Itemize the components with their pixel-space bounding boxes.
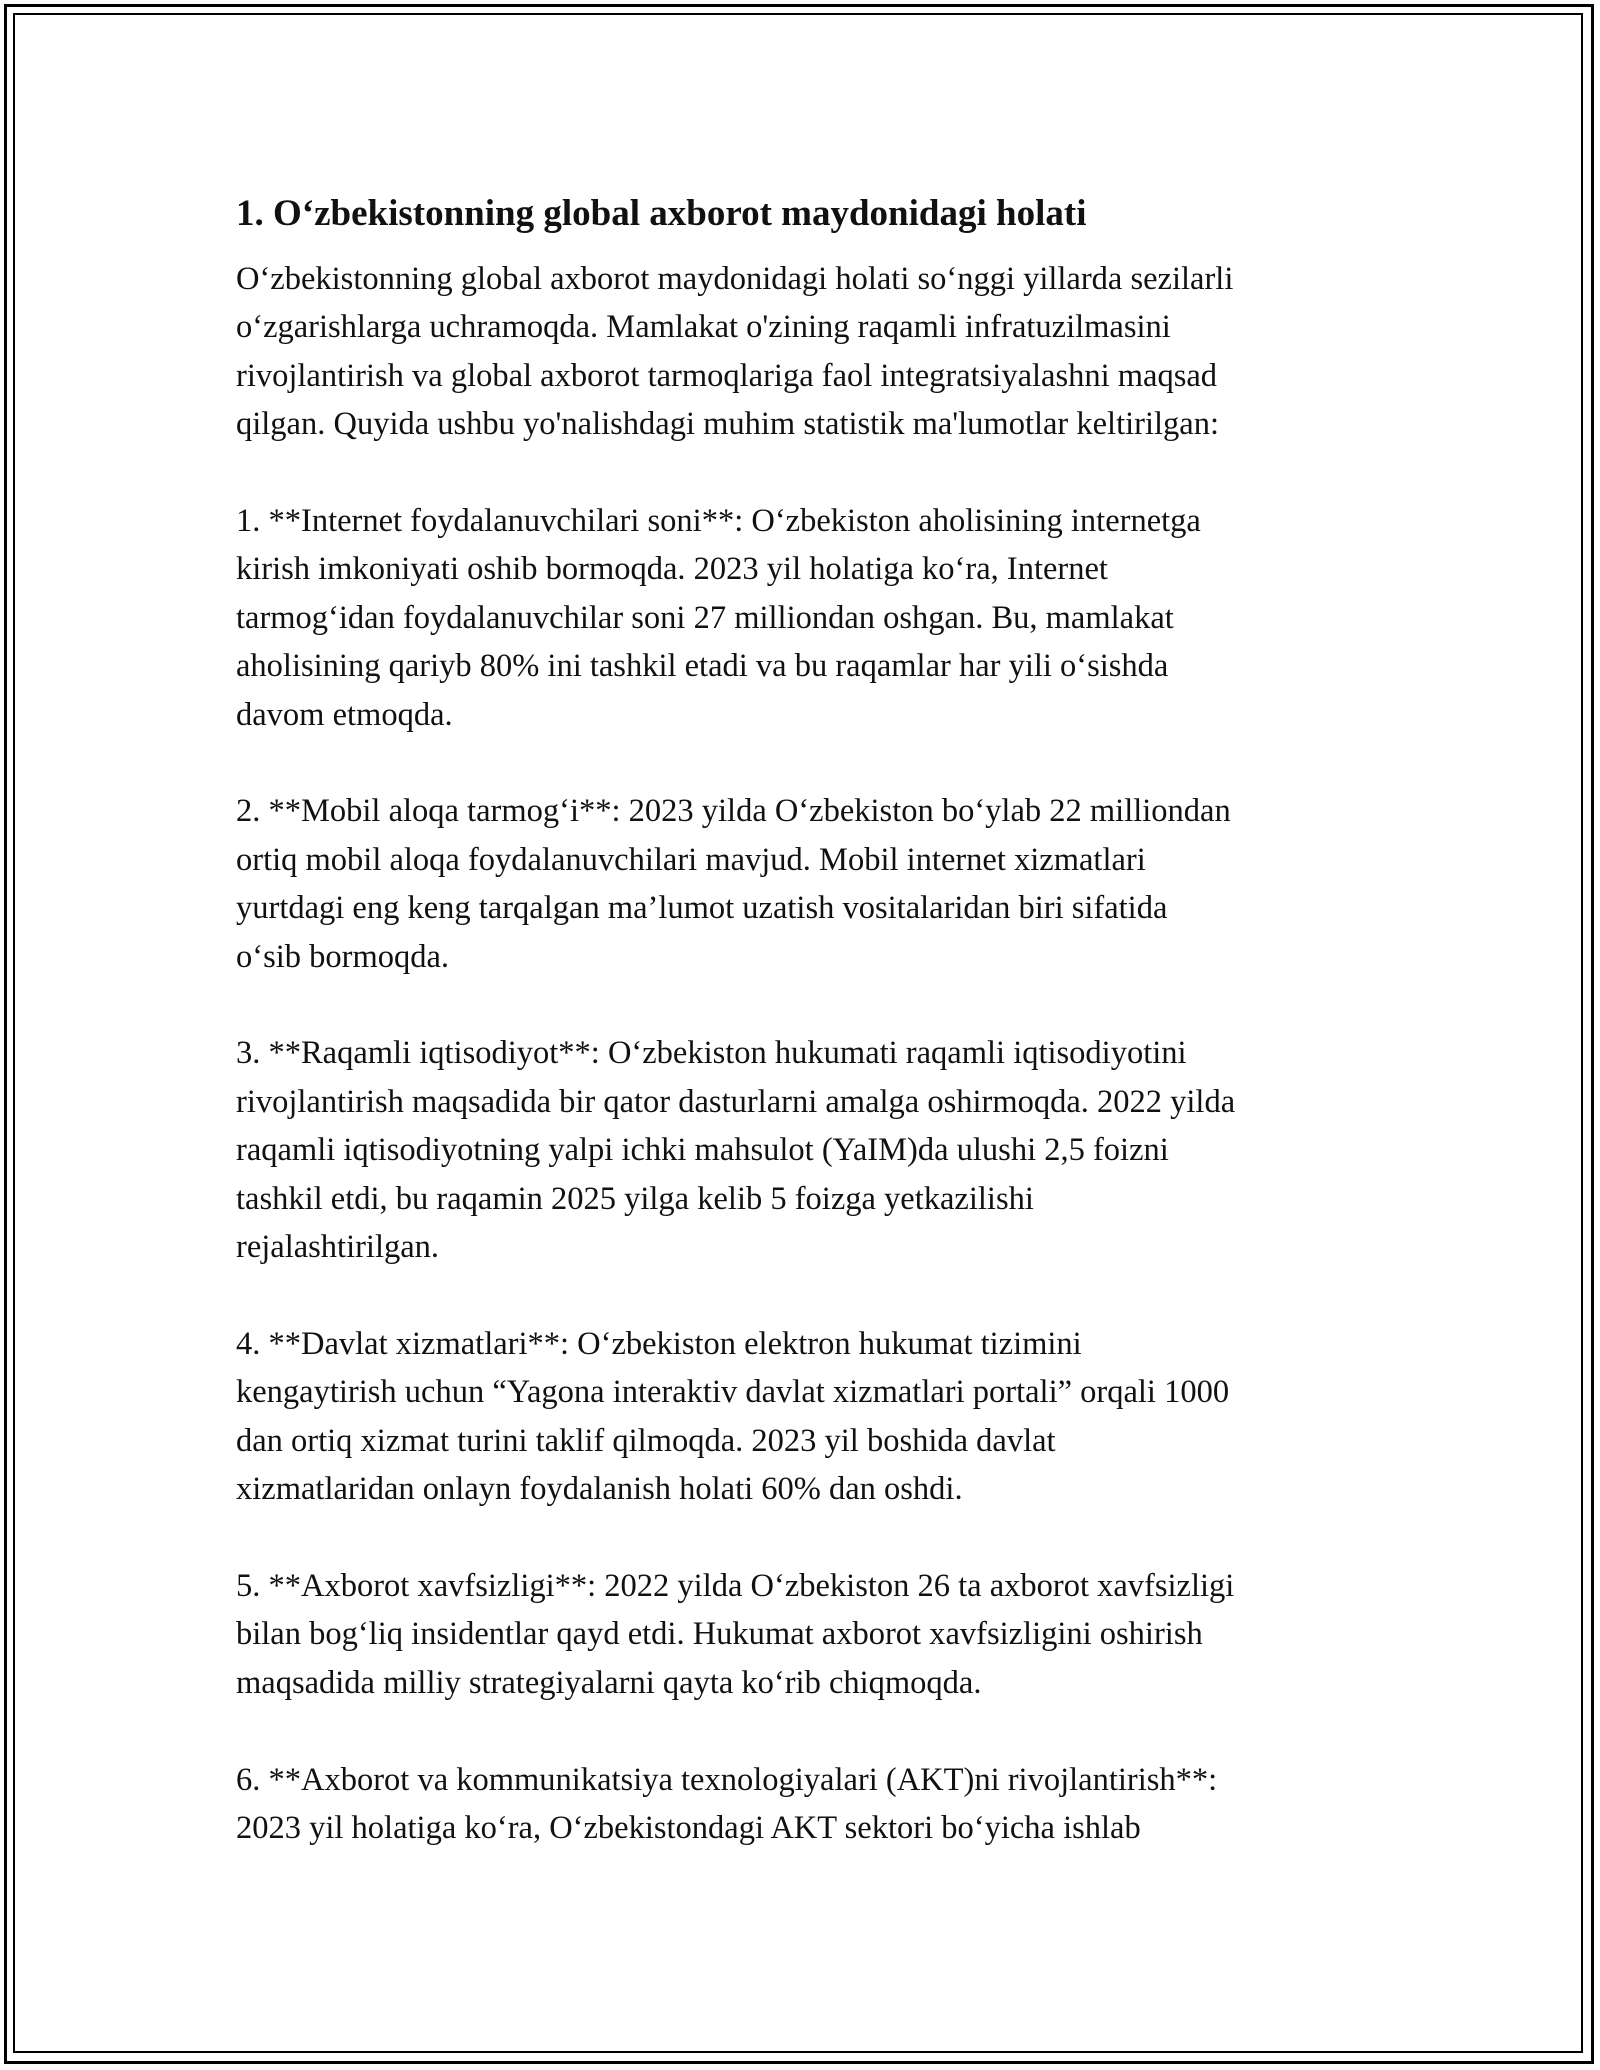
text-line: tashkil etdi, bu raqamin 2025 yilga kelib 5 foizga yetkazilishi (236, 1180, 1034, 1217)
list-item-ict-development (236, 1756, 1376, 1853)
text-line: kengaytirish uchun “Yagona interaktiv davlat xizmatlari portali” orqali 1000 (236, 1374, 1230, 1411)
text-line: O‘zbekistonning global axborot maydonidagi holati so‘nggi yillarda sezilarli (236, 261, 1234, 297)
text-line: tarmog‘idan foydalanuvchilar soni 27 milliondan oshgan. Bu, mamlakat (236, 599, 1174, 636)
text-line: davom etmoqda. (236, 696, 453, 733)
text-line: raqamli iqtisodiyotning yalpi ichki mahsulot (YaIM)da ulushi 2,5 foizni (236, 1132, 1169, 1169)
text-line: ortiq mobil aloqa foydalanuvchilari mavjud. Mobil internet xizmatlari (236, 841, 1146, 878)
list-item-internet-users (236, 497, 1376, 739)
text-line: 2. **Mobil aloqa tarmog‘i**: 2023 yilda O‘zbekiston bo‘ylab 22 milliondan (236, 793, 1231, 830)
text-line: yurtdagi eng keng tarqalgan ma’lumot uzatish vositalaridan biri sifatida (236, 890, 1168, 927)
text-line: o‘sib bormoqda. (236, 938, 450, 975)
text-line: bilan bog‘liq insidentlar qayd etdi. Hukumat axborot xavfsizligini oshirish (236, 1616, 1203, 1653)
text-line: aholisining qariyb 80% ini tashkil etadi va bu raqamlar har yili o‘sishda (236, 648, 1169, 685)
list-item-information-security (236, 1562, 1376, 1707)
text-line: rejalashtirilgan. (236, 1229, 440, 1266)
text-line: dan ortiq xizmat turini taklif qilmoqda. 2023 yil boshida davlat (236, 1422, 1056, 1459)
text-line: 2023 yil holatiga ko‘ra, O‘zbekistondagi AKT sektori bo‘yicha ishlab (236, 1809, 1141, 1846)
text-line: kirish imkoniyati oshib bormoqda. 2023 yil holatiga ko‘ra, Internet (236, 551, 1108, 588)
list-item-mobile-network (236, 787, 1376, 981)
intro-paragraph (236, 255, 1376, 449)
text-line: 1. **Internet foydalanuvchilari soni**: O‘zbekiston aholisining internetga (236, 503, 1201, 540)
text-line: 6. **Axborot va kommunikatsiya texnologiyalari (AKT)ni rivojlantirish**: (236, 1761, 1218, 1798)
text-line: rivojlantirish maqsadida bir qator dasturlarni amalga oshirmoqda. 2022 yilda (236, 1083, 1236, 1120)
text-line: qilgan. Quyida ushbu yo'nalishdagi muhim statistik ma'lumotlar keltirilgan: (236, 406, 1219, 443)
text-line: maqsadida milliy strategiyalarni qayta ko‘rib chiqmoqda. (236, 1664, 982, 1701)
text-line: 5. **Axborot xavfsizligi**: 2022 yilda O‘zbekiston 26 ta axborot xavfsizligi (236, 1567, 1235, 1604)
list-item-digital-economy (236, 1029, 1376, 1271)
section-title: 1. O‘zbekistonning global axborot maydonidagi holati (236, 193, 1087, 234)
text-line: rivojlantirish va global axborot tarmoqlariga faol integratsiyalashni maqsad (236, 357, 1218, 394)
text-line: xizmatlaridan onlayn foydalanish holati 60% dan oshdi. (236, 1471, 963, 1508)
text-line: 3. **Raqamli iqtisodiyot**: O‘zbekiston hukumati raqamli iqtisodiyotini (236, 1035, 1187, 1072)
text-line: o‘zgarishlarga uchramoqda. Mamlakat o'zining raqamli infratuzilmasini (236, 309, 1171, 346)
document-body (236, 186, 1376, 1901)
list-item-public-services (236, 1320, 1376, 1514)
text-line: 4. **Davlat xizmatlari**: O‘zbekiston elektron hukumat tizimini (236, 1325, 1082, 1362)
